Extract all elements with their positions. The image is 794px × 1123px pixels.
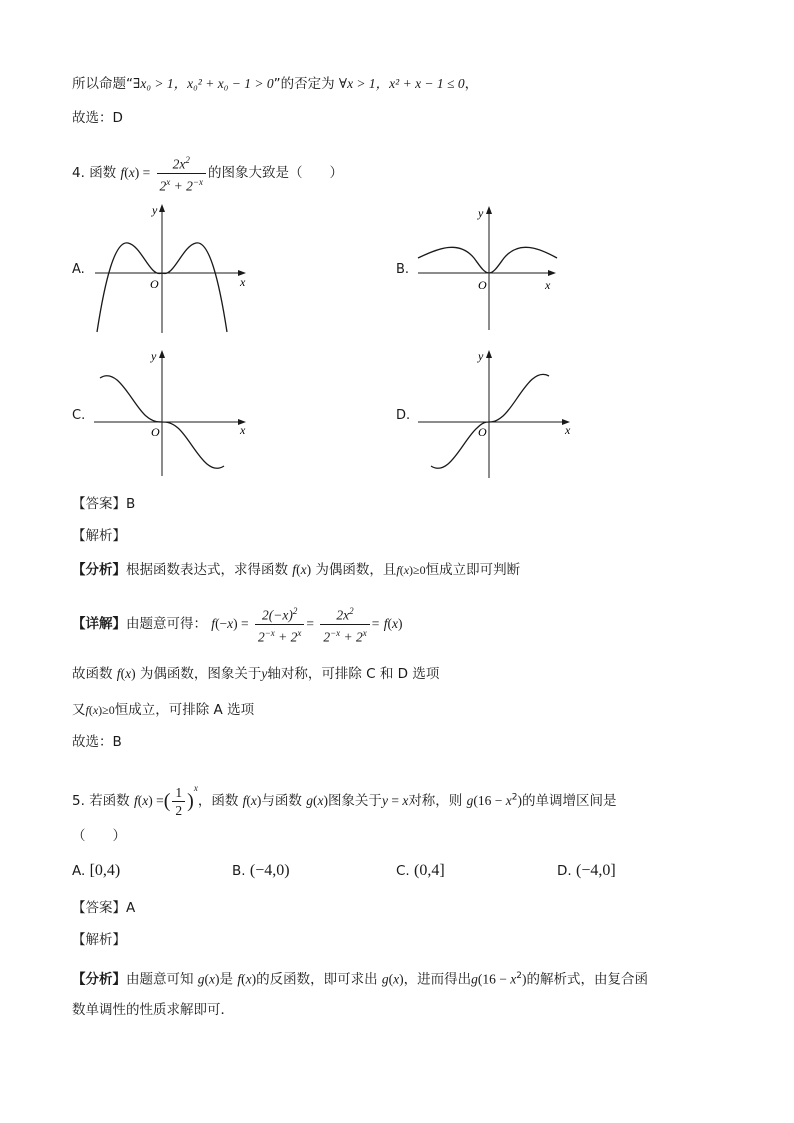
q4-graph-d-x-label: x xyxy=(565,423,571,437)
q4-graph-a-origin: O xyxy=(150,277,159,291)
q4-stem: 4. 函数 f(x) = $\frac{2x^2}{2^x + 2^{-x}}$ 的图象大致是（ ） xyxy=(72,152,343,194)
q3-negation: ∀x > 1，x² + x − 1 ≤ 0 xyxy=(338,76,465,91)
q4-detail-frac-1: $\frac{2(-x)^2}{2^{-x} + 2^x}$ xyxy=(255,603,304,645)
q4-graph-d-origin: O xyxy=(478,425,487,439)
q5-analysis-title: 【解析】 xyxy=(72,932,126,948)
q4-option-a-label: A. xyxy=(72,262,85,277)
q5-fenxi-line1: 【分析】由题意可知 g(x)是 f(x)的反函数，即可求出 g(x)，进而得出$g(16 - x^2)$的解析式，由复合函 xyxy=(72,971,648,988)
q3-negation-line: 所以命题“∃x₀ > 1，x₀² + x₀ − 1 > 0”的否定为 ∀x > 1，x² + x − 1 ≤ 0， xyxy=(72,76,479,92)
q4-choice: 故选：B xyxy=(72,734,122,750)
q4-analysis-title: 【解析】 xyxy=(72,528,126,544)
q5-answer: 【答案】A xyxy=(72,900,136,916)
q3-proposition: ∃x₀ > 1，x₀² + x₀ − 1 > 0 xyxy=(133,76,274,91)
q4-conclusion-2: 又f(x)≥0恒成立，可排除 A 选项 xyxy=(72,702,255,718)
q5-fenxi-line2: 数单调性的性质求解即可． xyxy=(72,1002,234,1018)
q5-option-b: B. (−4,0) xyxy=(232,862,290,879)
q4-fenxi: 【分析】根据函数表达式，求得函数 f(x) 为偶函数，且f(x)≥0恒成立即可判断 xyxy=(72,562,521,578)
q4-option-b-label: B. xyxy=(396,262,410,277)
q5-stem: 5. 若函数 f(x) =( $\frac{1}{2}$ )$^x$，函数 f(x)与函数 g(x)图象关于y = x对称，则 $g(16 - x^2)$的单调增区间是 xyxy=(72,783,617,818)
q4-graph-c-x-label: x xyxy=(240,423,246,437)
q4-graph-b xyxy=(414,200,574,339)
q5-option-a: A. [0,4) xyxy=(72,862,121,879)
q4-graph-d-y-label: y xyxy=(478,349,484,363)
q4-graph-c xyxy=(90,346,260,485)
q4-graph-b-origin: O xyxy=(478,278,487,292)
q5-option-d: D. (−4,0] xyxy=(557,862,616,879)
q4-detail-frac-2: $\frac{2x^2}{2^{-x} + 2^x}$ xyxy=(320,603,369,645)
q4-fx: f xyxy=(120,165,125,180)
q3-choice: 故选：D xyxy=(72,110,123,126)
q4-option-c-label: C. xyxy=(72,408,86,423)
q4-fraction: $\frac{2x^2}{2^x + 2^{-x}}$ xyxy=(157,152,206,194)
q4-conclusion-1: 故函数 f(x) 为偶函数，图象关于y轴对称，可排除 C 和 D 选项 xyxy=(72,666,440,682)
q4-graph-b-x-label: x xyxy=(545,278,551,292)
q4-graph-a-x-label: x xyxy=(240,275,246,289)
q4-graph-d xyxy=(414,346,584,485)
q4-graph-c-origin: O xyxy=(151,425,160,439)
q4-answer: 【答案】B xyxy=(72,496,136,512)
q4-xiangjie: 【详解】由题意可得： f(−x) = $\frac{2(-x)^2}{2^{-x} + 2^x}$ = $\frac{2x^2}{2^{-x} + 2^x}$ = f(x) xyxy=(72,602,402,646)
q5-paren: （ ） xyxy=(72,828,126,844)
q4-graph-c-y-label: y xyxy=(151,349,157,363)
q4-option-d-label: D. xyxy=(396,408,411,423)
q5-option-c: C. (0,4] xyxy=(396,862,445,879)
q4-graph-a-y-label: y xyxy=(152,203,158,217)
q4-graph-b-y-label: y xyxy=(478,206,484,220)
q4-graph-a xyxy=(90,200,260,339)
